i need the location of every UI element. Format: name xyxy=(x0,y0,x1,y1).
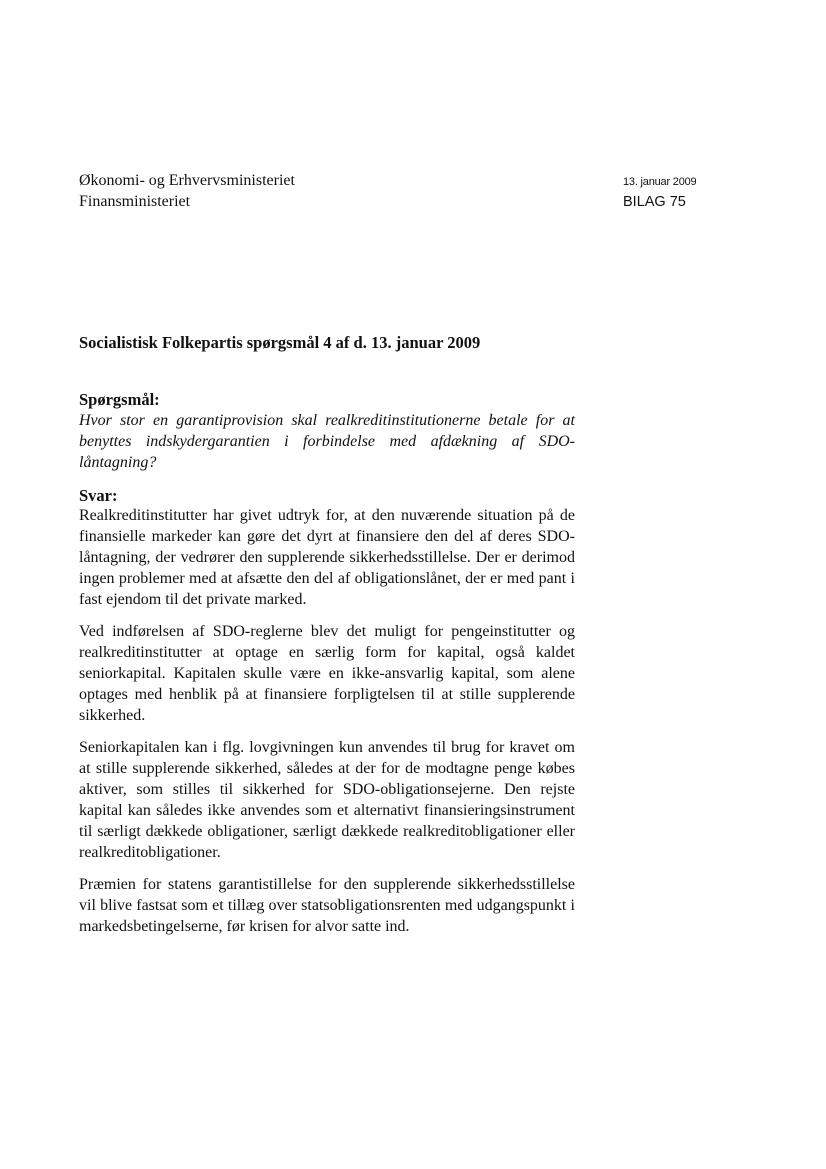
question-section xyxy=(79,389,575,473)
question-heading: Spørgsmål: xyxy=(79,390,160,409)
bilag-number: BILAG 75 xyxy=(623,194,686,210)
answer-section xyxy=(79,485,575,945)
sender-block xyxy=(79,170,295,212)
ministry-name: Økonomi- og Erhvervsministeriet xyxy=(79,172,295,189)
document-title: Socialistisk Folkepartis spørgsmål 4 af d. 13. januar 2009 xyxy=(79,333,481,352)
answer-paragraph: Seniorkapitalen kan i flg. lovgivningen kun anvendes til brug for kravet om at stille supplerende sikkerhed, således at der for de modtagne penge købes aktiver, som stilles til sikkerhed for SDO-obligationsejerne. Den rejste kapital kan således ikke anvendes som et alternativt finansieringsinstrument til særligt dækkede obligationer, særligt dækkede realkreditobligationer eller realkreditobligationer. xyxy=(79,739,575,861)
answer-heading: Svar: xyxy=(79,486,118,505)
question-text: Hvor stor en garantiprovision skal realkreditinstitutionerne betale for at benyttes indskydergarantien i forbindelse med afdækning af SDO-låntagning? xyxy=(79,412,575,471)
document-meta xyxy=(623,173,696,213)
answer-paragraph: Ved indførelsen af SDO-reglerne blev det muligt for pengeinstitutter og realkreditinstitutter at optage en særlig form for kapital, også kaldet seniorkapital. Kapitalen skulle være en ikke-ansvarlig kapital, som alene optages med henblik på at finansiere forpligtelsen til at stille supplerende sikkerhed. xyxy=(79,623,575,724)
answer-paragraph: Realkreditinstitutter har givet udtryk for, at den nuværende situation på de finansielle markeder kan gøre det dyrt at finansiere den del af deres SDO-låntagning, der vedrører den supplerende sikkerhedsstillelse. Der er derimod ingen problemer med at afsætte den del af obligationslånet, der er med pant i fast ejendom til det private marked. xyxy=(79,507,575,608)
document-date: 13. januar 2009 xyxy=(623,176,697,188)
answer-paragraph: Præmien for statens garantistillelse for den supplerende sikkerhedsstillelse vil blive fastsat som et tillæg over statsobligationsrenten med udgangspunkt i markedsbetingelserne, før krisen for alvor satte ind. xyxy=(79,876,575,935)
ministry-name: Finansministeriet xyxy=(79,193,191,210)
